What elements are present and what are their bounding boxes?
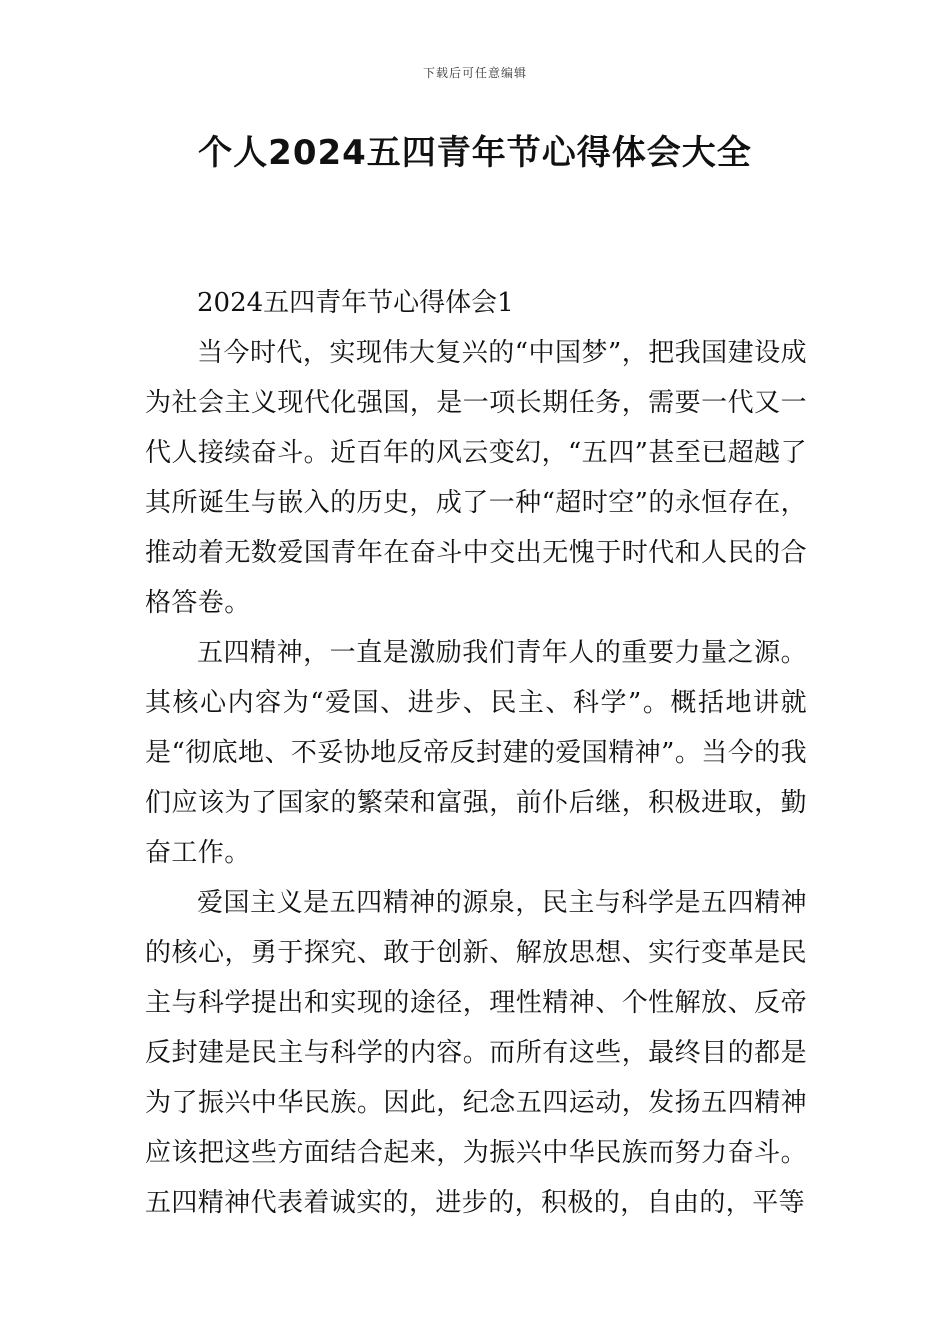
header-note: 下载后可任意编辑	[422, 66, 527, 80]
paragraph-3: 爱国主义是五四精神的源泉，民主与科学是五四精神的核心，勇于探究、敢于创新、解放思想、实行变革是民主与科学提出和实现的途径，理性精神、个性解放、反帝反封建是民主与科学的内容。而所有这些，最终目的都是为了振兴中华民族。因此，纪念五四运动，发扬五四精神应该把这些方面结合起来，为振兴中华民族而努力奋斗。五四精神代表着诚实的，进步的，积极的，自由的，平等	[145, 888, 807, 1218]
document-body	[145, 278, 807, 1228]
document-title: 个人2024五四青年节心得体会大全	[198, 133, 752, 173]
paragraph-1: 当今时代，实现伟大复兴的“中国梦”，把我国建设成为社会主义现代化强国，是一项长期任务，需要一代又一代人接续奋斗。近百年的风云变幻，“五四”甚至已超越了其所诞生与嵌入的历史，成了一种“超时空”的永恒存在，推动着无数爱国青年在奋斗中交出无愧于时代和人民的合格答卷。	[145, 338, 807, 618]
paragraph-2: 五四精神，一直是激励我们青年人的重要力量之源。其核心内容为“爱国、进步、民主、科学”。概括地讲就是“彻底地、不妥协地反帝反封建的爱国精神”。当今的我们应该为了国家的繁荣和富强，前仆后继，积极进取，勤奋工作。	[145, 638, 807, 868]
section-heading: 2024五四青年节心得体会1	[197, 288, 514, 318]
